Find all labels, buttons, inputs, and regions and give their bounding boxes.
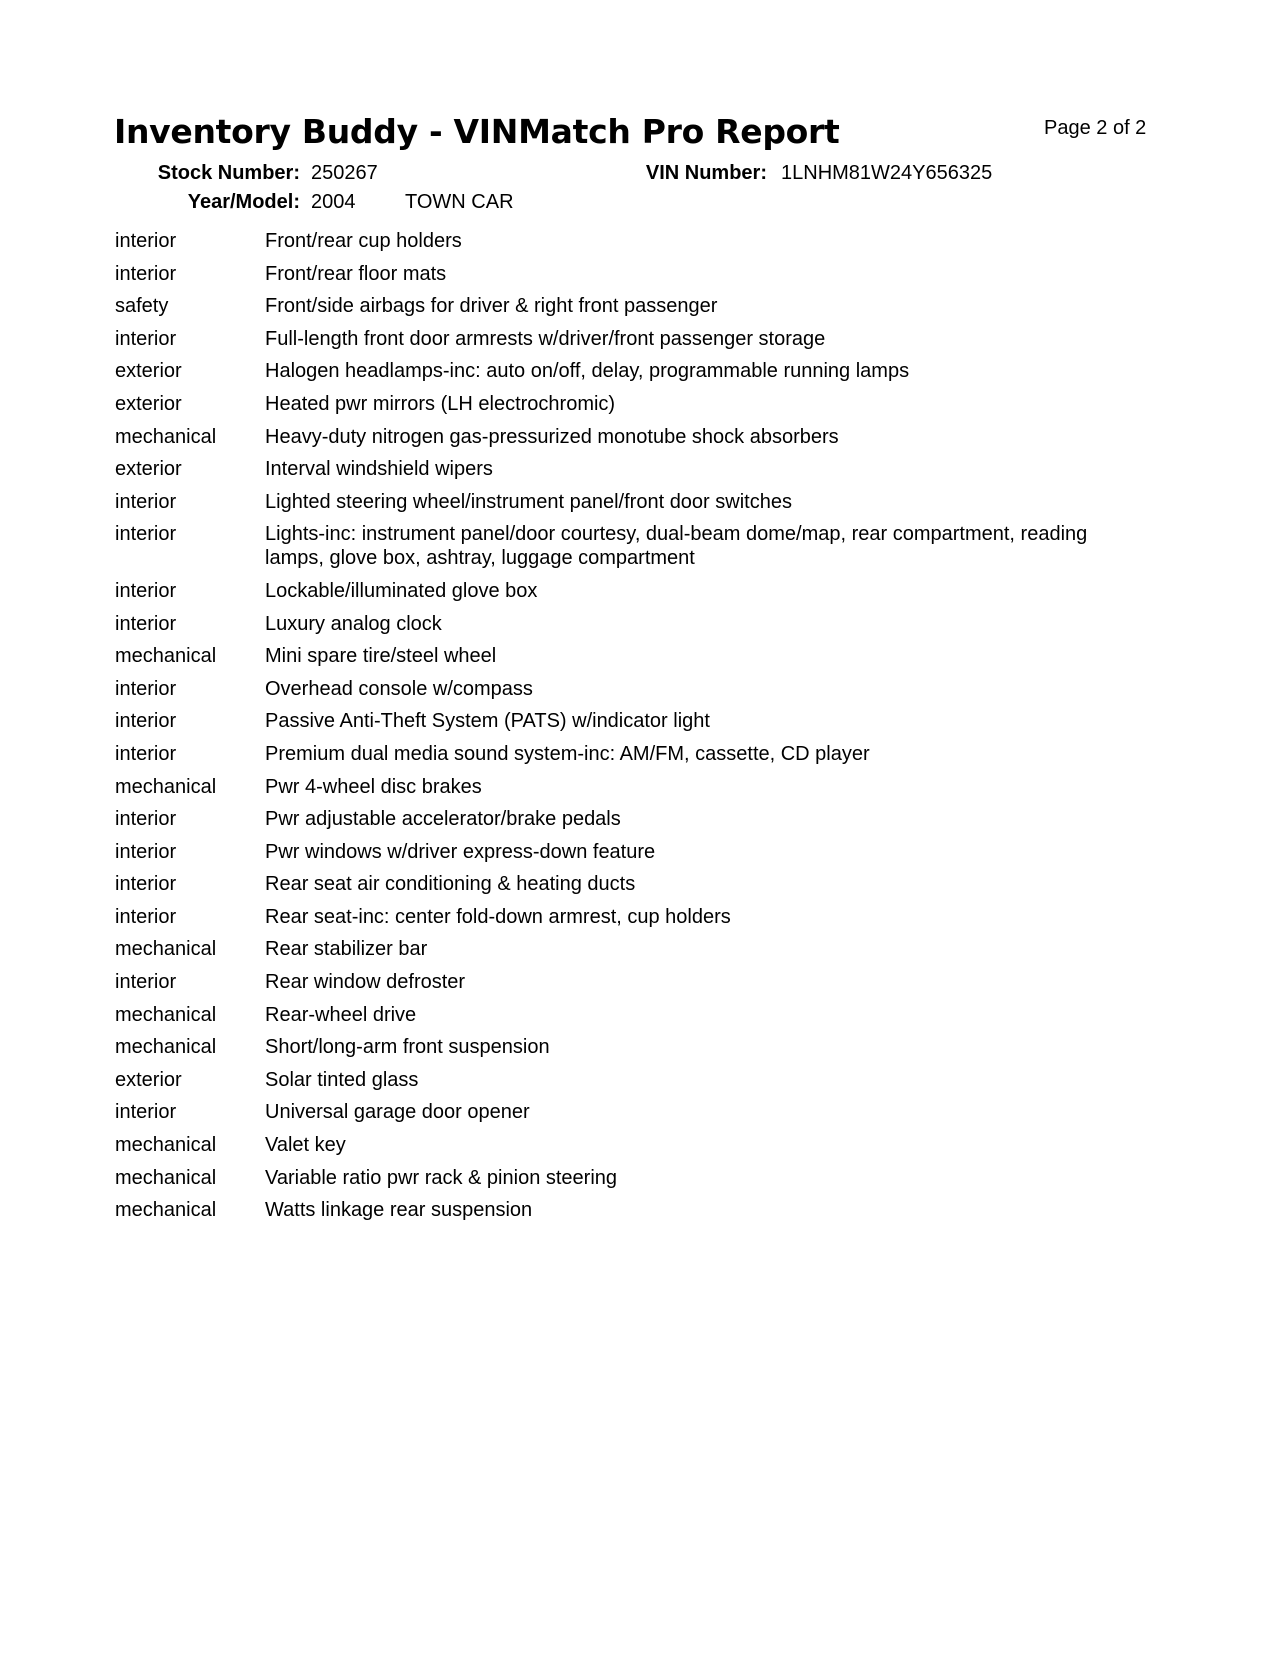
feature-row [115,579,1135,612]
feature-category: mechanical [115,1166,217,1189]
feature-row [115,229,1135,262]
feature-description: Lockable/illuminated glove box [265,579,538,602]
feature-category: exterior [115,392,182,415]
feature-row [115,937,1135,970]
feature-list [115,229,1135,1231]
feature-category: exterior [115,1068,182,1091]
feature-description: Pwr 4-wheel disc brakes [265,775,482,798]
feature-category: mechanical [115,1003,217,1026]
feature-row [115,807,1135,840]
feature-category: interior [115,905,177,928]
feature-description: Mini spare tire/steel wheel [265,645,497,668]
feature-row [115,359,1135,392]
feature-category: mechanical [115,645,217,668]
feature-row [115,392,1135,425]
feature-category: interior [115,840,177,863]
feature-row [115,262,1135,295]
feature-category: safety [115,295,169,318]
feature-category: interior [115,742,177,765]
feature-row [115,872,1135,905]
feature-description: Heavy-duty nitrogen gas-pressurized monotube shock absorbers [265,425,839,448]
feature-category: interior [115,677,177,700]
feature-description: Overhead console w/compass [265,677,533,700]
feature-category: interior [115,262,177,285]
feature-description: Rear window defroster [265,971,466,994]
feature-description: Watts linkage rear suspension [265,1199,533,1222]
feature-category: mechanical [115,425,217,448]
feature-description: Pwr windows w/driver express-down feature [265,840,656,863]
stock-number-label: Stock Number: [157,162,300,184]
feature-row [115,294,1135,327]
feature-description: Lights-inc: instrument panel/door courtesy, dual-beam dome/map, rear compartment, reading lamps, glove box, ashtray, luggage compartment [265,523,1088,570]
feature-description: Pwr adjustable accelerator/brake pedals [265,808,621,831]
feature-row [115,425,1135,458]
feature-category: interior [115,971,177,994]
feature-description: Rear stabilizer bar [265,938,428,961]
feature-row [115,522,1135,579]
report-title: Inventory Buddy - VINMatch Pro Report [114,112,840,151]
feature-description: Short/long-arm front suspension [265,1036,550,1059]
feature-category: mechanical [115,1199,217,1222]
feature-row [115,742,1135,775]
vin-value: 1LNHM81W24Y656325 [781,162,993,184]
feature-row [115,775,1135,808]
feature-category: mechanical [115,775,217,798]
feature-row [115,644,1135,677]
feature-description: Valet key [265,1134,346,1157]
feature-description: Lighted steering wheel/instrument panel/front door switches [265,490,792,513]
feature-description: Halogen headlamps-inc: auto on/off, delay, programmable running lamps [265,360,910,383]
feature-description: Rear seat-inc: center fold-down armrest, cup holders [265,905,731,928]
year-model-label: Year/Model: [187,191,300,213]
feature-row [115,1068,1135,1101]
feature-row [115,1035,1135,1068]
feature-category: interior [115,579,177,602]
feature-row [115,490,1135,523]
feature-row [115,905,1135,938]
feature-category: interior [115,490,177,513]
feature-row [115,1166,1135,1199]
feature-row [115,457,1135,490]
feature-category: interior [115,230,177,252]
feature-row [115,709,1135,742]
feature-description: Interval windshield wipers [265,458,493,481]
feature-description: Front/side airbags for driver & right front passenger [265,295,718,318]
feature-description: Luxury analog clock [265,612,442,635]
feature-category: interior [115,808,177,831]
feature-category: interior [115,327,177,350]
vin-label: VIN Number: [645,162,767,184]
feature-row [115,970,1135,1003]
feature-row [115,840,1135,873]
feature-category: interior [115,612,177,635]
feature-description: Rear seat air conditioning & heating ducts [265,873,636,896]
year-value: 2004 [311,191,356,213]
feature-row [115,327,1135,360]
feature-description: Solar tinted glass [265,1068,419,1091]
feature-description: Front/rear floor mats [265,262,447,285]
feature-category: exterior [115,360,182,383]
feature-category: interior [115,710,177,733]
feature-category: interior [115,1101,177,1124]
feature-category: mechanical [115,1036,217,1059]
feature-description: Premium dual media sound system-inc: AM/FM, cassette, CD player [265,742,870,765]
feature-row [115,1003,1135,1036]
feature-row [115,612,1135,645]
feature-category: interior [115,873,177,896]
feature-description: Rear-wheel drive [265,1003,417,1026]
stock-number-value: 250267 [311,162,378,184]
feature-category: mechanical [115,1134,217,1157]
feature-row [115,1133,1135,1166]
feature-row [115,1100,1135,1133]
feature-description: Heated pwr mirrors (LH electrochromic) [265,392,616,415]
feature-category: mechanical [115,938,217,961]
feature-row [115,677,1135,710]
feature-description: Universal garage door opener [265,1101,530,1124]
feature-category: interior [115,523,177,546]
page-number: Page 2 of 2 [1044,117,1147,139]
feature-description: Front/rear cup holders [265,230,462,252]
feature-description: Full-length front door armrests w/driver/front passenger storage [265,327,826,350]
feature-description: Variable ratio pwr rack & pinion steering [265,1166,618,1189]
feature-row [115,1198,1135,1231]
feature-description: Passive Anti-Theft System (PATS) w/indicator light [265,710,710,733]
feature-category: exterior [115,458,182,481]
model-value: TOWN CAR [405,191,514,213]
